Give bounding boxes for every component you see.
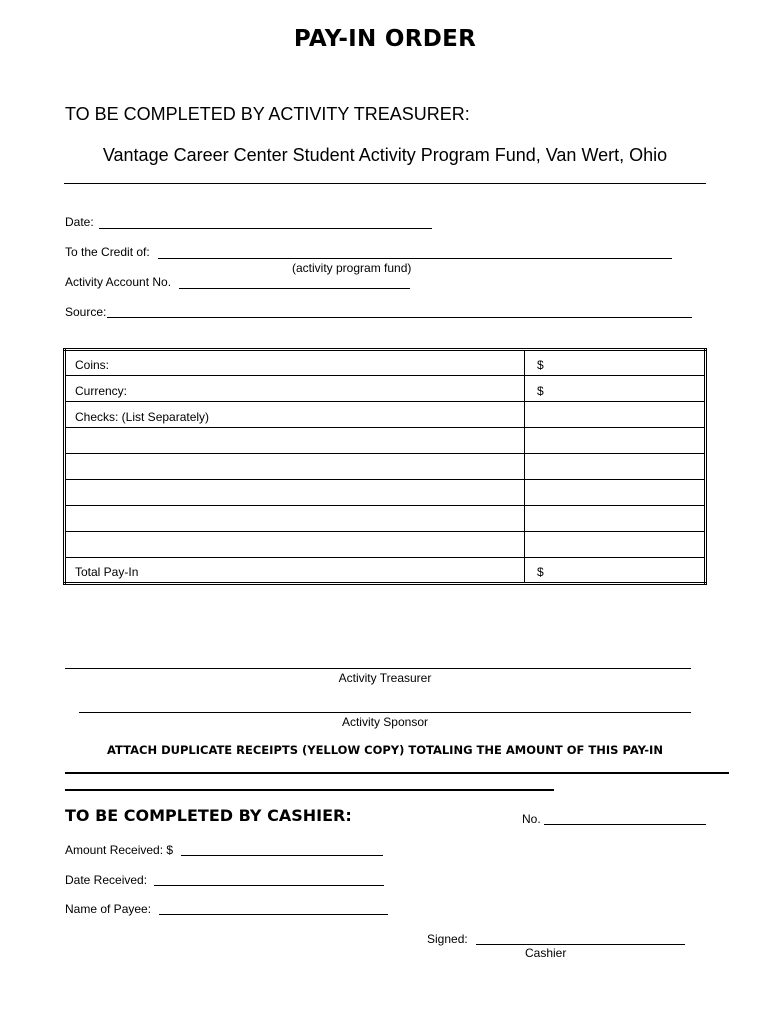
sponsor-signature-line[interactable] [79, 712, 691, 713]
payee-name-label: Name of Payee: [65, 902, 152, 916]
account-label: Activity Account No. [65, 275, 172, 289]
page-title: PAY-IN ORDER [293, 26, 477, 52]
cashier-signature-line[interactable] [476, 944, 685, 945]
header-divider [64, 183, 706, 184]
cashier-section-heading: TO BE COMPLETED BY CASHIER: [65, 806, 352, 825]
row-label-cell[interactable] [65, 428, 525, 454]
row-amount-cell[interactable]: $ [525, 376, 706, 402]
row-amount-cell[interactable] [525, 428, 706, 454]
source-field[interactable] [107, 317, 692, 318]
row-label-cell[interactable] [65, 506, 525, 532]
treasurer-signature-label: Activity Treasurer [338, 671, 432, 685]
table-row [65, 376, 706, 402]
sponsor-signature-label: Activity Sponsor [341, 715, 429, 729]
table-row [65, 350, 706, 376]
row-amount-cell[interactable] [525, 506, 706, 532]
table-row [65, 402, 706, 428]
section-divider-top [65, 772, 729, 774]
signed-label: Signed: [427, 932, 468, 946]
credit-field[interactable] [158, 258, 672, 259]
cashier-label: Cashier [525, 946, 567, 960]
order-number-label: No. [522, 812, 541, 826]
row-amount-cell[interactable]: $ [525, 558, 706, 584]
pay-in-table [63, 348, 707, 585]
table-row [65, 428, 706, 454]
row-amount-cell[interactable]: $ [525, 350, 706, 376]
row-amount-cell[interactable] [525, 454, 706, 480]
row-label-cell[interactable]: Coins: [65, 350, 525, 376]
source-label: Source: [65, 305, 107, 319]
order-number-field[interactable] [544, 824, 706, 825]
credit-label: To the Credit of: [65, 245, 150, 259]
table-row [65, 480, 706, 506]
treasurer-section-heading: TO BE COMPLETED BY ACTIVITY TREASURER: [65, 104, 470, 124]
row-amount-cell[interactable] [525, 532, 706, 558]
row-label-cell[interactable]: Total Pay-In [65, 558, 525, 584]
date-field[interactable] [99, 228, 432, 229]
payee-name-field[interactable] [159, 914, 388, 915]
table-row [65, 532, 706, 558]
fund-name: Vantage Career Center Student Activity Program Fund, Van Wert, Ohio [102, 145, 668, 165]
table-row [65, 558, 706, 584]
amount-received-field[interactable] [181, 855, 383, 856]
amount-received-label: Amount Received: $ [65, 843, 174, 857]
date-label: Date: [65, 215, 94, 229]
table-row [65, 454, 706, 480]
attach-receipts-note: ATTACH DUPLICATE RECEIPTS (YELLOW COPY) TOTALING THE AMOUNT OF THIS PAY-IN [107, 743, 663, 757]
date-received-label: Date Received: [65, 873, 148, 887]
row-label-cell[interactable]: Checks: (List Separately) [65, 402, 525, 428]
section-divider-bottom [65, 789, 554, 791]
account-field[interactable] [179, 288, 410, 289]
credit-hint: (activity program fund) [292, 261, 412, 275]
treasurer-signature-line[interactable] [65, 668, 691, 669]
row-label-cell[interactable] [65, 454, 525, 480]
row-amount-cell[interactable] [525, 480, 706, 506]
row-label-cell[interactable] [65, 532, 525, 558]
date-received-field[interactable] [154, 885, 384, 886]
table-row [65, 506, 706, 532]
row-label-cell[interactable] [65, 480, 525, 506]
row-amount-cell[interactable] [525, 402, 706, 428]
row-label-cell[interactable]: Currency: [65, 376, 525, 402]
